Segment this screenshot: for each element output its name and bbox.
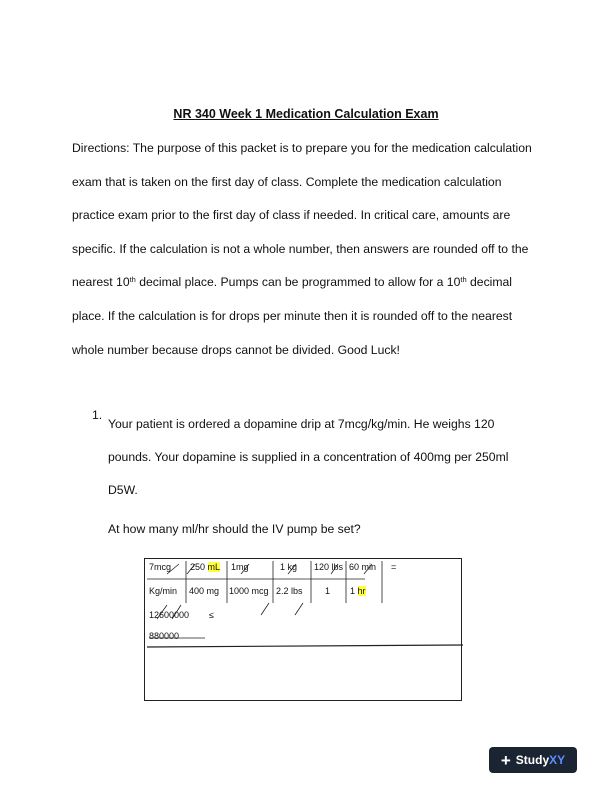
work-cell: Kg/min xyxy=(149,586,178,596)
studyxy-badge[interactable] xyxy=(489,747,577,773)
work-symbol: ≤ xyxy=(209,610,214,620)
question-line: D5W. xyxy=(108,483,138,497)
directions-line: place. If the calculation is for drops per minute then it is rounded off to the nearest xyxy=(72,308,513,323)
page-title: NR 340 Week 1 Medication Calculation Exam xyxy=(173,107,439,121)
work-cell: 1 xyxy=(325,586,331,596)
work-cell: 120 lbs xyxy=(314,562,344,572)
question-number: 1. xyxy=(92,408,103,422)
directions-line: specific. If the calculation is not a whole number, then answers are rounded off to the xyxy=(72,241,529,256)
work-cell: 400 mg xyxy=(189,586,220,596)
directions-paragraph xyxy=(72,132,552,367)
work-area-box xyxy=(144,558,462,701)
directions-line: Directions: The purpose of this packet is to prepare you for the medication calculation xyxy=(72,141,532,155)
work-numerator: 12600000 xyxy=(149,610,190,620)
directions-line: whole number because drops cannot be divided. Good Luck! xyxy=(72,342,400,357)
work-cell: 1mg xyxy=(231,562,249,572)
question-line: pounds. Your dopamine is supplied in a concentration of 400mg per 250ml xyxy=(108,450,509,464)
question-line: Your patient is ordered a dopamine drip at 7mcg/kg/min. He weighs 120 xyxy=(108,417,495,431)
question-prompt: At how many ml/hr should the IV pump be set? xyxy=(108,522,361,536)
work-denominator: 880000 xyxy=(149,631,180,641)
work-cell: 7mcg xyxy=(149,562,172,572)
brand-name: StudyXY xyxy=(515,753,566,767)
work-cell: 2.2 lbs xyxy=(276,586,303,596)
work-cell: 250 mL xyxy=(190,562,221,572)
directions-line: practice exam prior to the first day of class if needed. In critical care, amounts are xyxy=(72,208,511,223)
plus-icon: + xyxy=(500,750,511,770)
work-cell: 1 kg xyxy=(280,562,298,572)
work-cell: 60 min xyxy=(349,562,377,572)
question-text xyxy=(108,408,508,507)
work-cell: = xyxy=(391,562,397,572)
work-cell: 1000 mcg xyxy=(229,586,269,596)
work-cell: 1 hr xyxy=(350,586,366,596)
work-handwriting xyxy=(145,559,463,702)
directions-line: nearest 10th decimal place. Pumps can be programmed to allow for a 10th decimal xyxy=(72,275,513,290)
directions-line: exam that is taken on the first day of class. Complete the medication calculation xyxy=(72,174,502,189)
